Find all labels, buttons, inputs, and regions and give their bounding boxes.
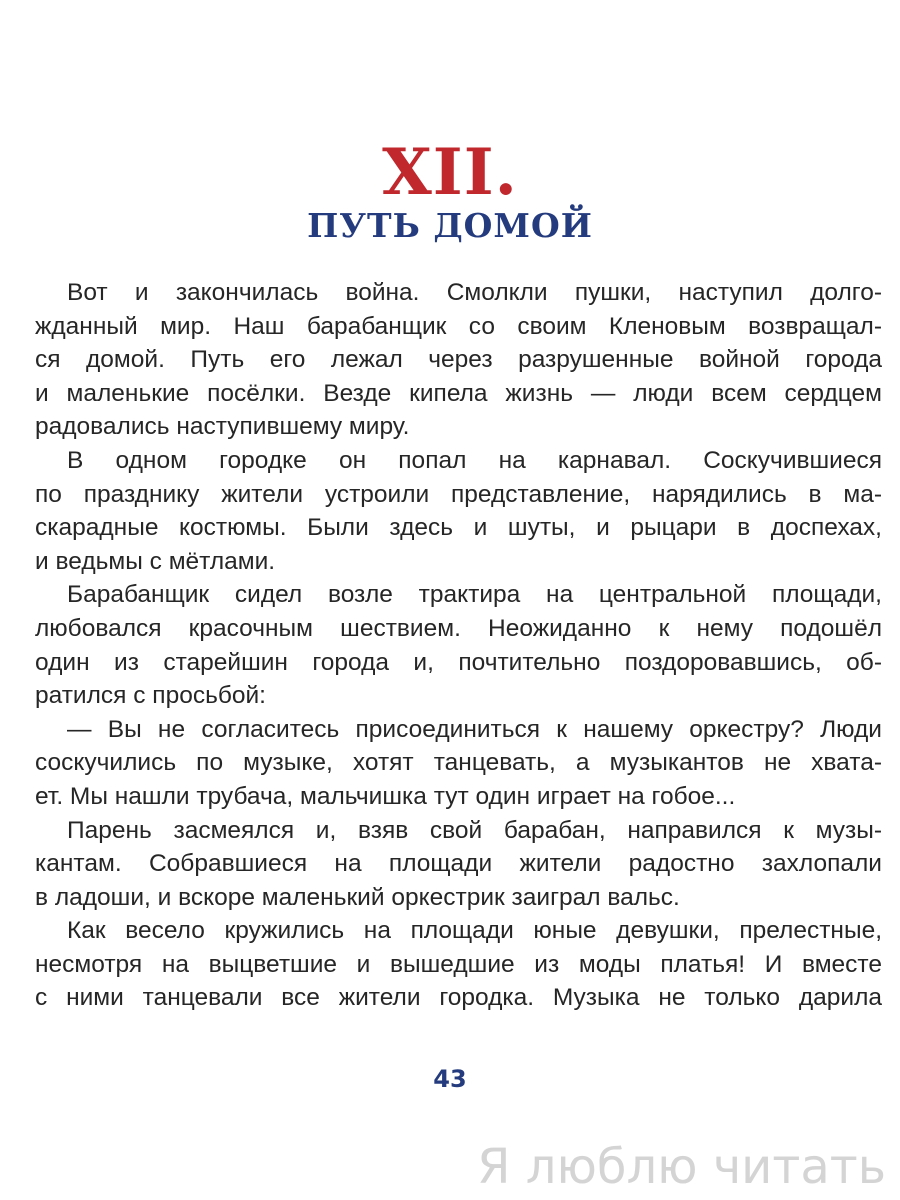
text-line: кантам. Собравшиеся на площади жители радостно захлопали [35,850,882,878]
text-line: радовались наступившему миру. [35,413,410,441]
text-line: В одном городке он попал на карнавал. Соскучившиеся [67,446,882,474]
paragraph [35,444,882,578]
text-line: Парень засмеялся и, взяв свой барабан, направился к музы- [67,816,882,844]
text-line: по празднику жители устроили представление, нарядились в ма- [35,480,882,508]
text-line: Вот и закончилась война. Смолкли пушки, наступил долго- [67,279,882,306]
text-line: и ведьмы с мётлами. [35,547,276,575]
body-text [35,276,882,1015]
chapter-title: ПУТЬ ДОМОЙ [307,206,593,245]
text-line: Барабанщик сидел возле трактира на центральной площади, [67,581,882,609]
paragraph [35,914,882,1015]
text-line: в ладоши, и вскоре маленький оркестрик заиграл вальс. [35,883,680,911]
chapter-number: XII. [382,135,518,210]
paragraph [35,578,882,712]
text-line: ратился с просьбой: [35,682,266,710]
paragraph [35,713,882,814]
text-line: соскучились по музыке, хотят танцевать, а музыкантов не хвата- [35,749,882,777]
text-line: с ними танцевали все жители городка. Музыка не только дарила [35,984,882,1012]
paragraph [35,814,882,915]
text-line: Как весело кружились на площади юные девушки, прелестные, [67,917,882,945]
text-line: — Вы не согласитесь присоединиться к нашему оркестру? Люди [67,715,882,743]
text-line: жданный мир. Наш барабанщик со своим Кленовым возвращал- [35,312,882,340]
text-line: ет. Мы нашли трубача, мальчишка тут один играет на гобое... [35,782,736,810]
text-line: любовался красочным шествием. Неожиданно к нему подошёл [35,614,882,642]
text-line: один из старейшин города и, почтительно поздоровавшись, об- [35,648,882,676]
text-line: скарадные костюмы. Были здесь и шуты, и рыцари в доспехах, [35,514,882,542]
paragraph [35,276,882,444]
text-line: несмотря на выцветшие и вышедшие из моды платья! И вместе [35,950,882,978]
watermark: Я люблю читать [477,1139,886,1195]
text-line: ся домой. Путь его лежал через разрушенные войной города [35,346,882,374]
text-line: и маленькие посёлки. Везде кипела жизнь — люди всем сердцем [35,379,882,407]
page-number: 43 [433,1065,467,1093]
